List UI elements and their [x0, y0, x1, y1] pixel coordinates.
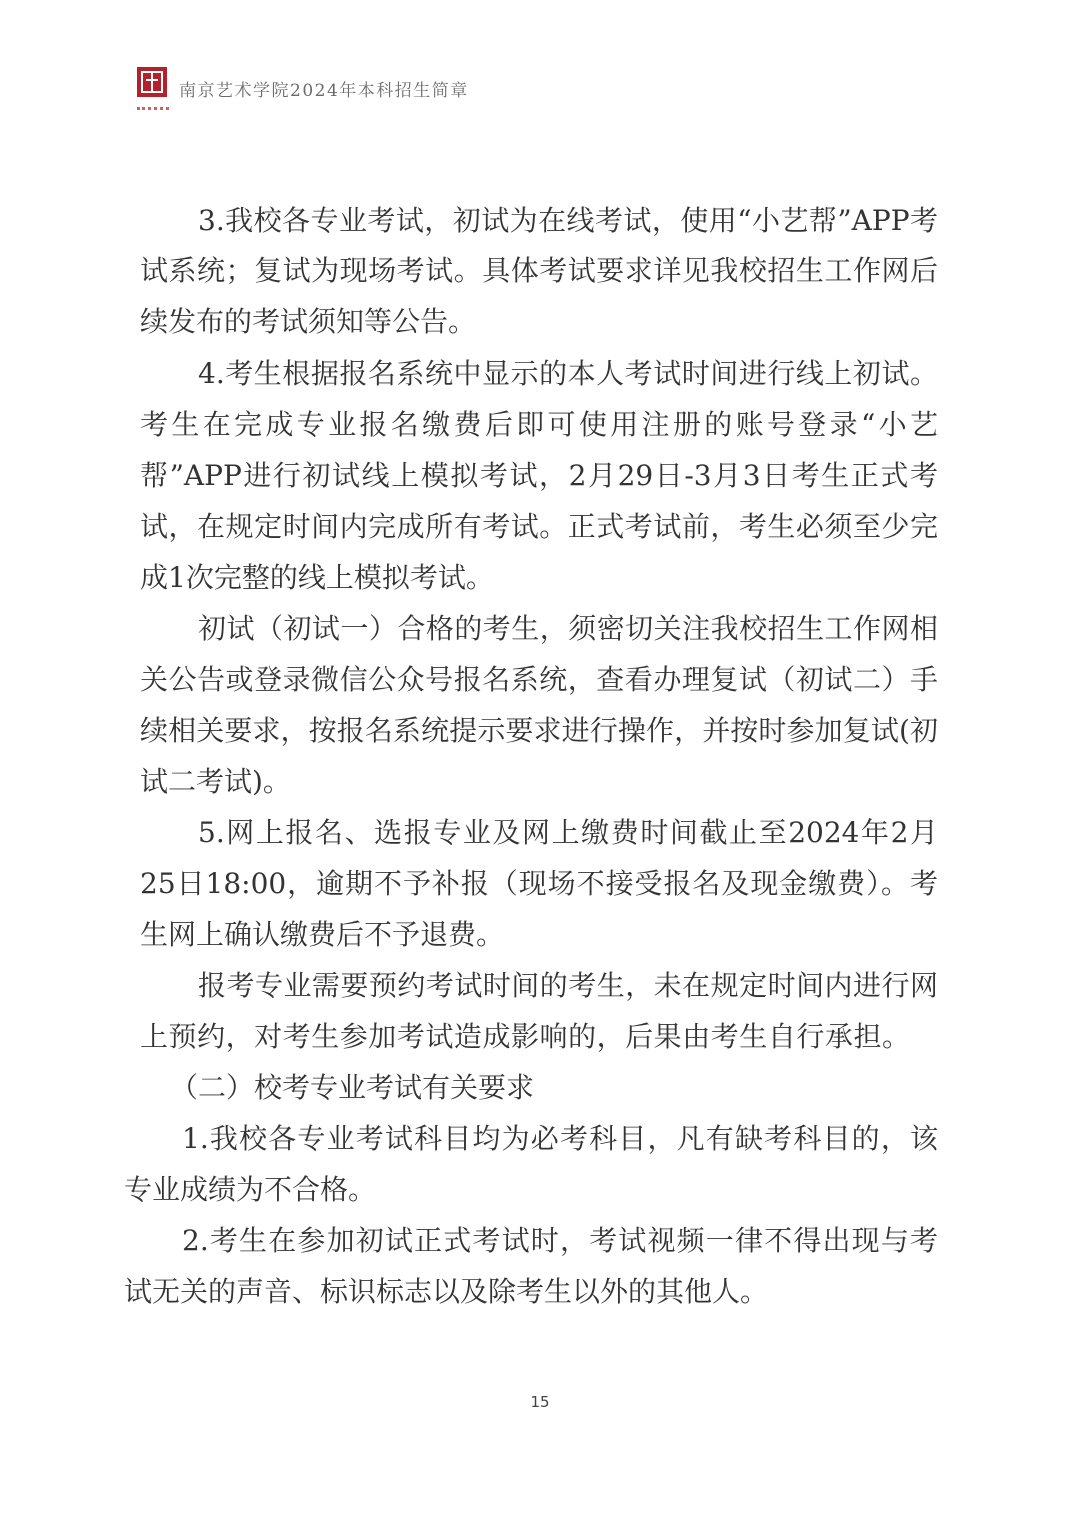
paragraph-line: 25日18:00，逾期不予补报（现场不接受报名及现金缴费）。考 — [140, 867, 938, 900]
paragraph-line: 生网上确认缴费后不予退费。 — [140, 918, 505, 951]
paragraph-line: 1.我校各专业考试科目均为必考科目，凡有缺考科目的，该 — [182, 1122, 938, 1155]
header-title: 南京艺术学院2024年本科招生简章 — [179, 81, 469, 101]
paragraph-line: 初试（初试一）合格的考生，须密切关注我校招生工作网相 — [198, 612, 938, 645]
paragraph-line: 关公告或登录微信公众号报名系统，查看办理复试（初试二）手 — [140, 663, 938, 696]
paragraph-line: 成1次完整的线上模拟考试。 — [140, 561, 494, 594]
paragraph-line: 考生在完成专业报名缴费后即可使用注册的账号登录“小艺 — [140, 408, 938, 441]
paragraph-line: 帮”APP进行初试线上模拟考试，2月29日-3月3日考生正式考 — [140, 459, 938, 492]
paragraph-line: 2.考生在参加初试正式考试时，考试视频一律不得出现与考 — [182, 1224, 938, 1257]
paragraph-line: 专业成绩为不合格。 — [124, 1173, 377, 1206]
paragraph-line: 试系统；复试为现场考试。具体考试要求详见我校招生工作网后 — [140, 254, 938, 287]
paragraph-line: 上预约，对考生参加考试造成影响的，后果由考生自行承担。 — [140, 1020, 910, 1053]
paragraph-line: 试无关的声音、标识标志以及除考生以外的其他人。 — [124, 1275, 769, 1308]
paragraph-line: 5.网上报名、选报专业及网上缴费时间截止至2024年2月 — [198, 816, 938, 849]
nanjing-university-of-arts-seal-icon — [137, 67, 169, 115]
paragraph-line: 试二考试)。 — [140, 765, 291, 798]
section-heading: （二）校考专业考试有关要求 — [170, 1071, 535, 1104]
page-number: 15 — [530, 1393, 550, 1411]
paragraph-line: 3.我校各专业考试，初试为在线考试，使用“小艺帮”APP考 — [198, 204, 938, 237]
paragraph-line: 续发布的考试须知等公告。 — [140, 305, 477, 338]
paragraph-line: 报考专业需要预约考试时间的考生，未在规定时间内进行网 — [198, 969, 938, 1002]
paragraph-line: 4.考生根据报名系统中显示的本人考试时间进行线上初试。 — [198, 357, 938, 390]
paragraph-line: 试，在规定时间内完成所有考试。正式考试前，考生必须至少完 — [140, 510, 938, 543]
paragraph-line: 续相关要求，按报名系统提示要求进行操作，并按时参加复试(初 — [140, 714, 938, 747]
page-header — [137, 67, 469, 117]
